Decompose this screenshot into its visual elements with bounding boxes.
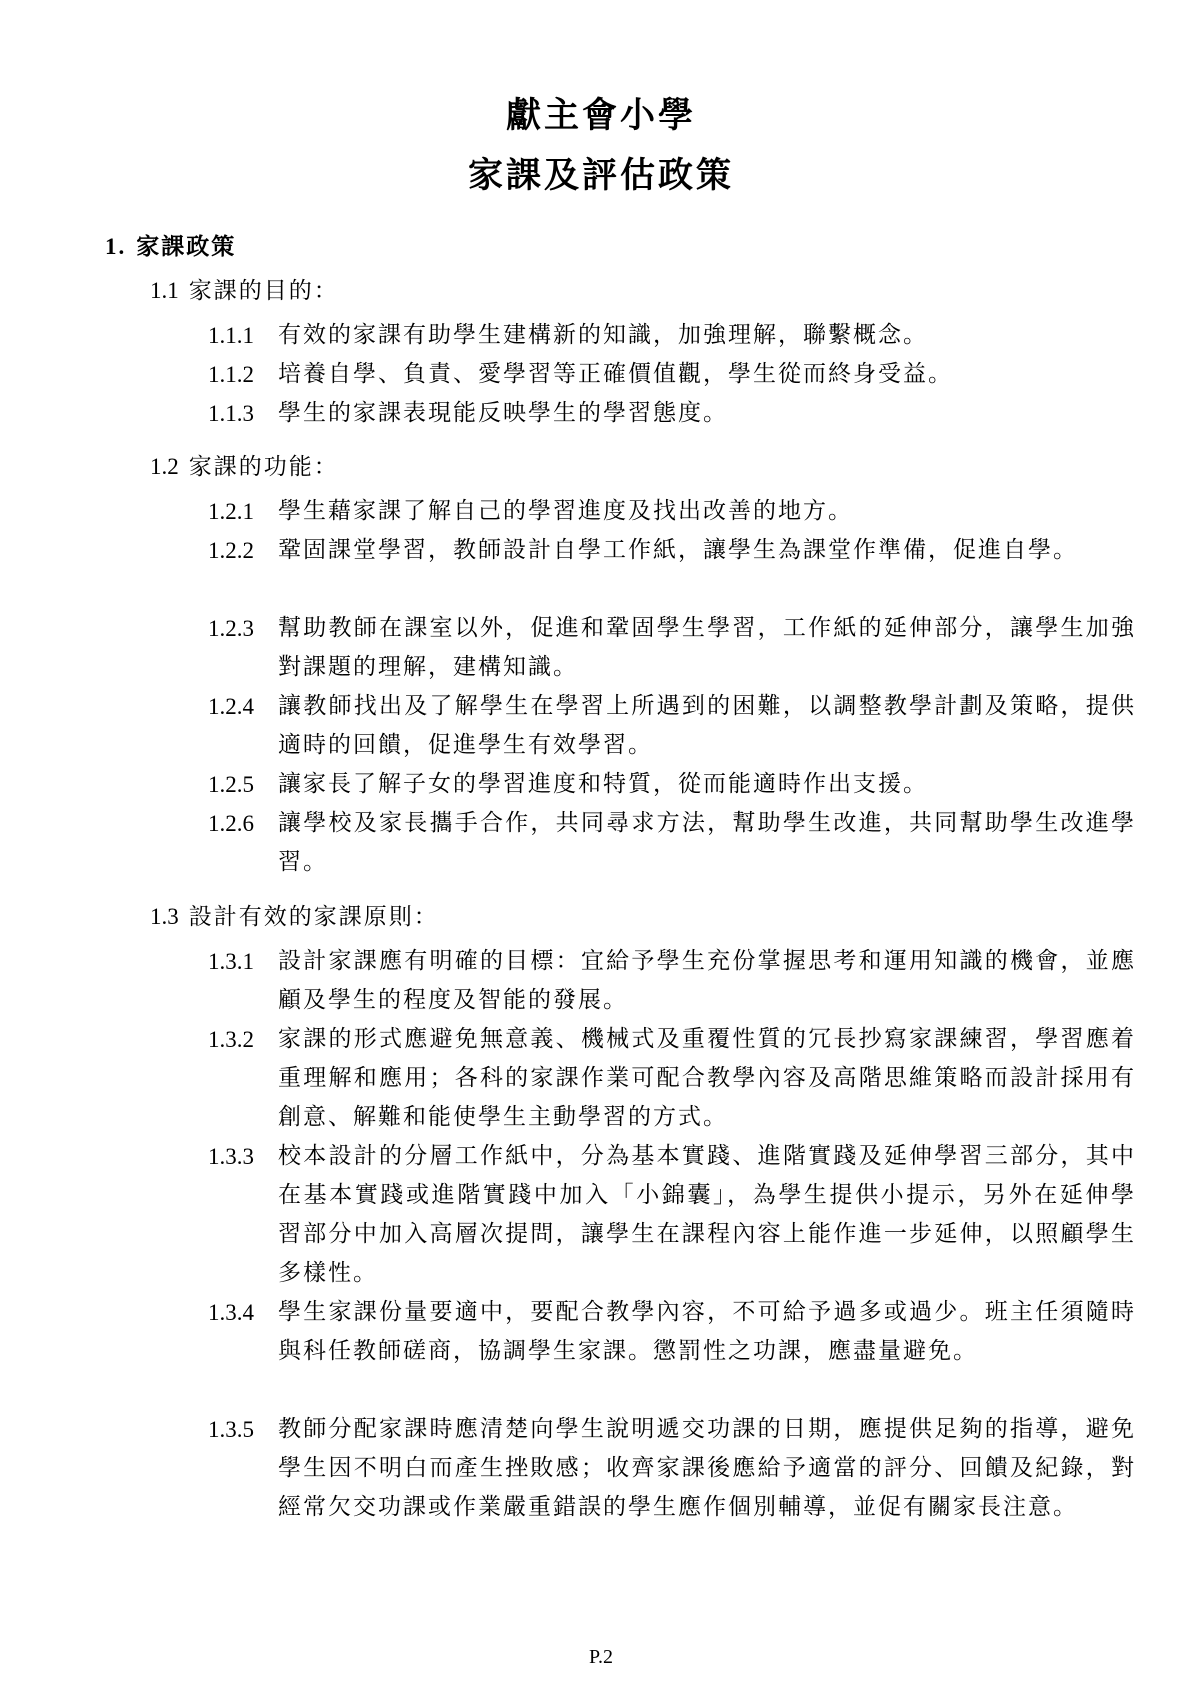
school-name-title: 獻主會小學 bbox=[505, 95, 696, 136]
subsection-1-3-heading bbox=[150, 898, 439, 931]
list-item-1-3-1 bbox=[208, 942, 1138, 1020]
subsection-1-1-heading bbox=[150, 272, 339, 305]
section-1-title: 家課政策 bbox=[136, 233, 237, 260]
item-text: 有效的家課有助學生建構新的知識，加強理解，聯繫概念。 bbox=[278, 322, 928, 348]
item-number: 1.1.3 bbox=[208, 401, 254, 426]
item-number: 1.2.2 bbox=[208, 538, 254, 563]
list-item-1-2-6 bbox=[208, 804, 1138, 882]
item-text: 家課的形式應避免無意義、機械式及重覆性質的冗長抄寫家課練習，學習應着重理解和應用；各科的家課作業可配合教學內容及高階思維策略而設計採用有創意、解難和能使學生主動學習的方式。 bbox=[278, 1026, 1136, 1130]
item-text: 學生藉家課了解自己的學習進度及找出改善的地方。 bbox=[278, 498, 853, 524]
item-text: 培養自學、負責、愛學習等正確價值觀，學生從而終身受益。 bbox=[278, 361, 953, 387]
list-item-1-3-2 bbox=[208, 1020, 1138, 1137]
item-number: 1.2.6 bbox=[208, 811, 254, 836]
policy-title: 家課及評估政策 bbox=[467, 155, 734, 196]
list-item-1-2-5 bbox=[208, 765, 1138, 804]
list-item-1-3-4 bbox=[208, 1293, 1138, 1371]
item-number: 1.1.2 bbox=[208, 362, 254, 387]
item-number: 1.2.1 bbox=[208, 499, 254, 524]
section-1-heading bbox=[105, 228, 236, 261]
item-number: 1.3.2 bbox=[208, 1027, 254, 1052]
item-text: 讓教師找出及了解學生在學習上所遇到的困難，以調整教學計劃及策略，提供適時的回饋，促進學生有效學習。 bbox=[278, 693, 1136, 758]
list-item-1-1-3 bbox=[208, 394, 1138, 433]
item-number: 1.2.4 bbox=[208, 694, 254, 719]
list-item-1-3-3 bbox=[208, 1137, 1138, 1293]
page-number: P.2 bbox=[589, 1646, 613, 1668]
item-text: 校本設計的分層工作紙中，分為基本實踐、進階實踐及延伸學習三部分，其中在基本實踐或進階實踐中加入「小錦囊」，為學生提供小提示，另外在延伸學習部分中加入高層次提問，讓學生在課程內容上能作進一步延伸，以照顧學生多樣性。 bbox=[278, 1143, 1136, 1286]
list-item-1-2-2 bbox=[208, 531, 1138, 570]
subsection-1-3-number: 1.3 bbox=[150, 904, 179, 929]
list-item-1-2-3 bbox=[208, 609, 1138, 687]
item-text: 教師分配家課時應清楚向學生說明遞交功課的日期，應提供足夠的指導，避免學生因不明白而產生挫敗感；收齊家課後應給予適當的評分、回饋及紀錄，對經常欠交功課或作業嚴重錯誤的學生應作個別輔導，並促有關家長注意。 bbox=[278, 1416, 1136, 1520]
subsection-1-1-number: 1.1 bbox=[150, 278, 179, 303]
list-item-1-1-2 bbox=[208, 355, 1138, 394]
list-item-1-3-5 bbox=[208, 1410, 1138, 1527]
item-text: 學生家課份量要適中，要配合教學內容，不可給予過多或過少。班主任須隨時與科任教師磋商，協調學生家課。懲罰性之功課，應盡量避免。 bbox=[278, 1299, 1136, 1364]
subsection-1-3-title: 設計有效的家課原則： bbox=[188, 904, 439, 930]
item-number: 1.2.3 bbox=[208, 616, 254, 641]
item-number: 1.3.5 bbox=[208, 1417, 254, 1442]
item-number: 1.2.5 bbox=[208, 772, 254, 797]
item-number: 1.1.1 bbox=[208, 323, 254, 348]
item-number: 1.3.3 bbox=[208, 1144, 254, 1169]
subsection-1-1-title: 家課的目的： bbox=[188, 278, 339, 304]
subsection-1-2-heading bbox=[150, 448, 339, 481]
subsection-1-2-title: 家課的功能： bbox=[188, 454, 339, 480]
item-text: 學生的家課表現能反映學生的學習態度。 bbox=[278, 400, 728, 426]
item-text: 讓家長了解子女的學習進度和特質，從而能適時作出支援。 bbox=[278, 771, 928, 797]
section-1-number: 1. bbox=[105, 234, 127, 259]
item-text: 鞏固課堂學習，教師設計自學工作紙，讓學生為課堂作準備，促進自學。 bbox=[278, 537, 1078, 563]
item-text: 幫助教師在課室以外，促進和鞏固學生學習，工作紙的延伸部分，讓學生加強對課題的理解，建構知識。 bbox=[278, 615, 1136, 680]
subsection-1-2-number: 1.2 bbox=[150, 454, 179, 479]
item-text: 讓學校及家長攜手合作，共同尋求方法，幫助學生改進，共同幫助學生改進學習。 bbox=[278, 810, 1136, 875]
item-number: 1.3.1 bbox=[208, 949, 254, 974]
list-item-1-2-4 bbox=[208, 687, 1138, 765]
item-text: 設計家課應有明確的目標：宜給予學生充份掌握思考和運用知識的機會，並應顧及學生的程度及智能的發展。 bbox=[278, 948, 1136, 1013]
item-number: 1.3.4 bbox=[208, 1300, 254, 1325]
list-item-1-2-1 bbox=[208, 492, 1138, 531]
list-item-1-1-1 bbox=[208, 316, 1138, 355]
